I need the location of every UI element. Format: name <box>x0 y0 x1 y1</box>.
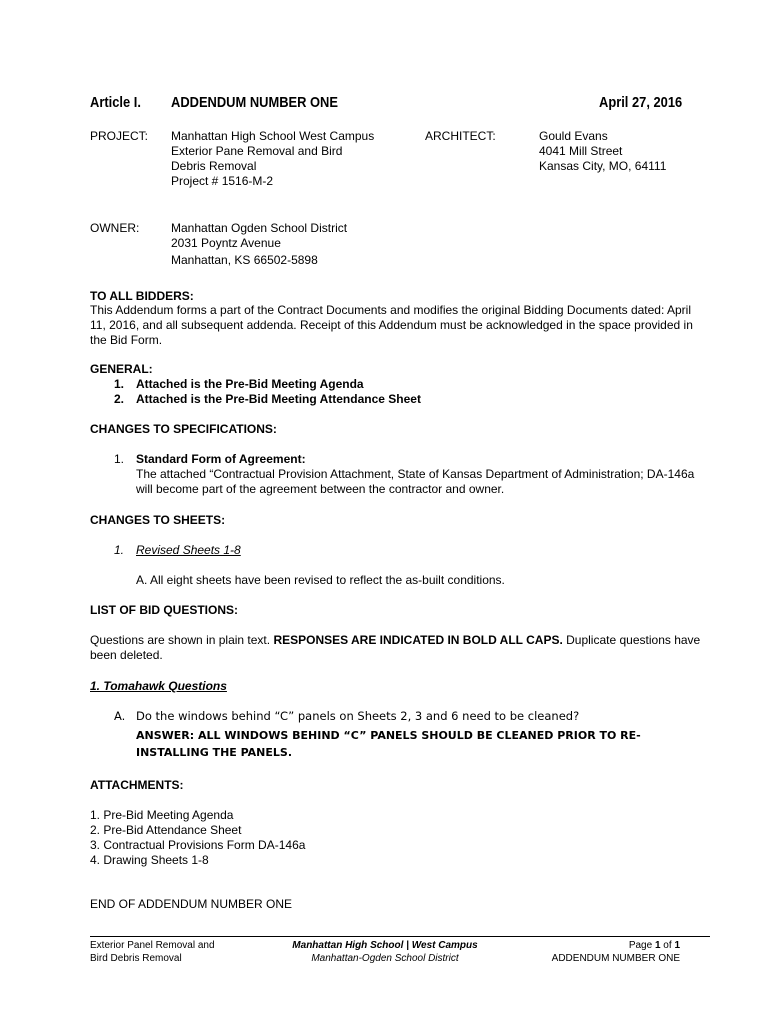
attachment-item: 4. Drawing Sheets 1-8 <box>90 853 209 867</box>
intro-plain: Questions are shown in plain text. <box>90 633 274 647</box>
architect-line: 4041 Mill Street <box>539 144 623 158</box>
attachment-item: 1. Pre-Bid Meeting Agenda <box>90 808 234 822</box>
footer-page-number <box>520 939 680 952</box>
architect-line: Gould Evans <box>539 129 608 143</box>
attachments-heading: ATTACHMENTS: <box>90 778 184 792</box>
footer-right-line: ADDENDUM NUMBER ONE <box>551 953 680 964</box>
specs-item-number: 1. <box>114 452 125 466</box>
page-of: of <box>660 940 675 951</box>
specs-item-text: The attached “Contractual Provision Attachment, State of Kansas Department of Administration; DA-146a will become part of the agreement between the contractor and owner. <box>136 467 695 496</box>
owner-label: OWNER: <box>90 221 140 235</box>
sheets-item-title: Revised Sheets 1-8 <box>136 543 241 557</box>
question-group-title: 1. Tomahawk Questions <box>90 679 227 693</box>
footer-left-line: Exterior Panel Removal and <box>90 940 215 951</box>
general-item-number: 1. <box>114 377 125 391</box>
owner-line: 2031 Poyntz Avenue <box>171 236 281 250</box>
intro-rest: Duplicate questions have been deleted. <box>90 633 701 662</box>
article-label: Article I. <box>90 94 141 111</box>
general-heading: GENERAL: <box>90 362 153 376</box>
general-item: Attached is the Pre-Bid Meeting Agenda <box>136 377 364 391</box>
page-prefix: Page <box>628 940 655 951</box>
bid-questions-heading: LIST OF BID QUESTIONS: <box>90 603 239 617</box>
question-label: A. <box>114 709 126 723</box>
general-item: Attached is the Pre-Bid Meeting Attendance Sheet <box>136 392 421 406</box>
footer-center-line: Manhattan High School | West Campus <box>292 940 478 951</box>
answer-text: ANSWER: ALL WINDOWS BEHIND “C” PANELS SHOULD BE CLEANED PRIOR TO RE-INSTALLING THE PANELS. <box>136 729 641 759</box>
attachment-item: 2. Pre-Bid Attendance Sheet <box>90 823 242 837</box>
intro-bold: RESPONSES ARE INDICATED IN BOLD ALL CAPS. <box>273 633 563 647</box>
page-total: 1 <box>674 940 680 951</box>
owner-line: Manhattan Ogden School District <box>171 221 348 235</box>
project-line: Manhattan High School West Campus <box>171 129 375 143</box>
footer-left-line: Bird Debris Removal <box>90 953 182 964</box>
question-text: Do the windows behind “C” panels on Sheets 2, 3 and 6 need to be cleaned? <box>136 709 580 723</box>
bid-questions-intro <box>90 633 705 663</box>
to-all-bidders-text: This Addendum forms a part of the Contract Documents and modifies the original Bidding Documents dated: April 11, 2016, and all subsequent addenda. Receipt of this Addendum must be acknowledged in the space provided in the Bid Form. <box>90 303 693 347</box>
sheets-item-number: 1. <box>114 543 125 557</box>
changes-sheets-heading: CHANGES TO SHEETS: <box>90 513 226 527</box>
project-line: Project # 1516-M-2 <box>171 174 274 188</box>
specs-item-title: Standard Form of Agreement: <box>136 452 306 466</box>
architect-label: ARCHITECT: <box>425 129 496 143</box>
project-line: Exterior Pane Removal and Bird <box>171 144 343 158</box>
sheets-sub-item: A. All eight sheets have been revised to reflect the as-built conditions. <box>136 573 505 587</box>
footer-divider <box>90 936 710 937</box>
owner-line: Manhattan, KS 66502-5898 <box>171 253 318 267</box>
project-label: PROJECT: <box>90 129 149 143</box>
changes-specs-heading: CHANGES TO SPECIFICATIONS: <box>90 422 277 436</box>
end-of-addendum: END OF ADDENDUM NUMBER ONE <box>90 897 293 911</box>
general-item-number: 2. <box>114 392 125 406</box>
document-title: ADDENDUM NUMBER ONE <box>171 94 338 111</box>
architect-line: Kansas City, MO, 64111 <box>539 159 667 173</box>
page-current: 1 <box>654 940 661 951</box>
to-all-bidders-heading: TO ALL BIDDERS: <box>90 289 194 303</box>
project-line: Debris Removal <box>171 159 257 173</box>
attachment-item: 3. Contractual Provisions Form DA-146a <box>90 838 306 852</box>
document-date: April 27, 2016 <box>599 94 683 111</box>
footer-center-line: Manhattan-Ogden School District <box>311 953 459 964</box>
